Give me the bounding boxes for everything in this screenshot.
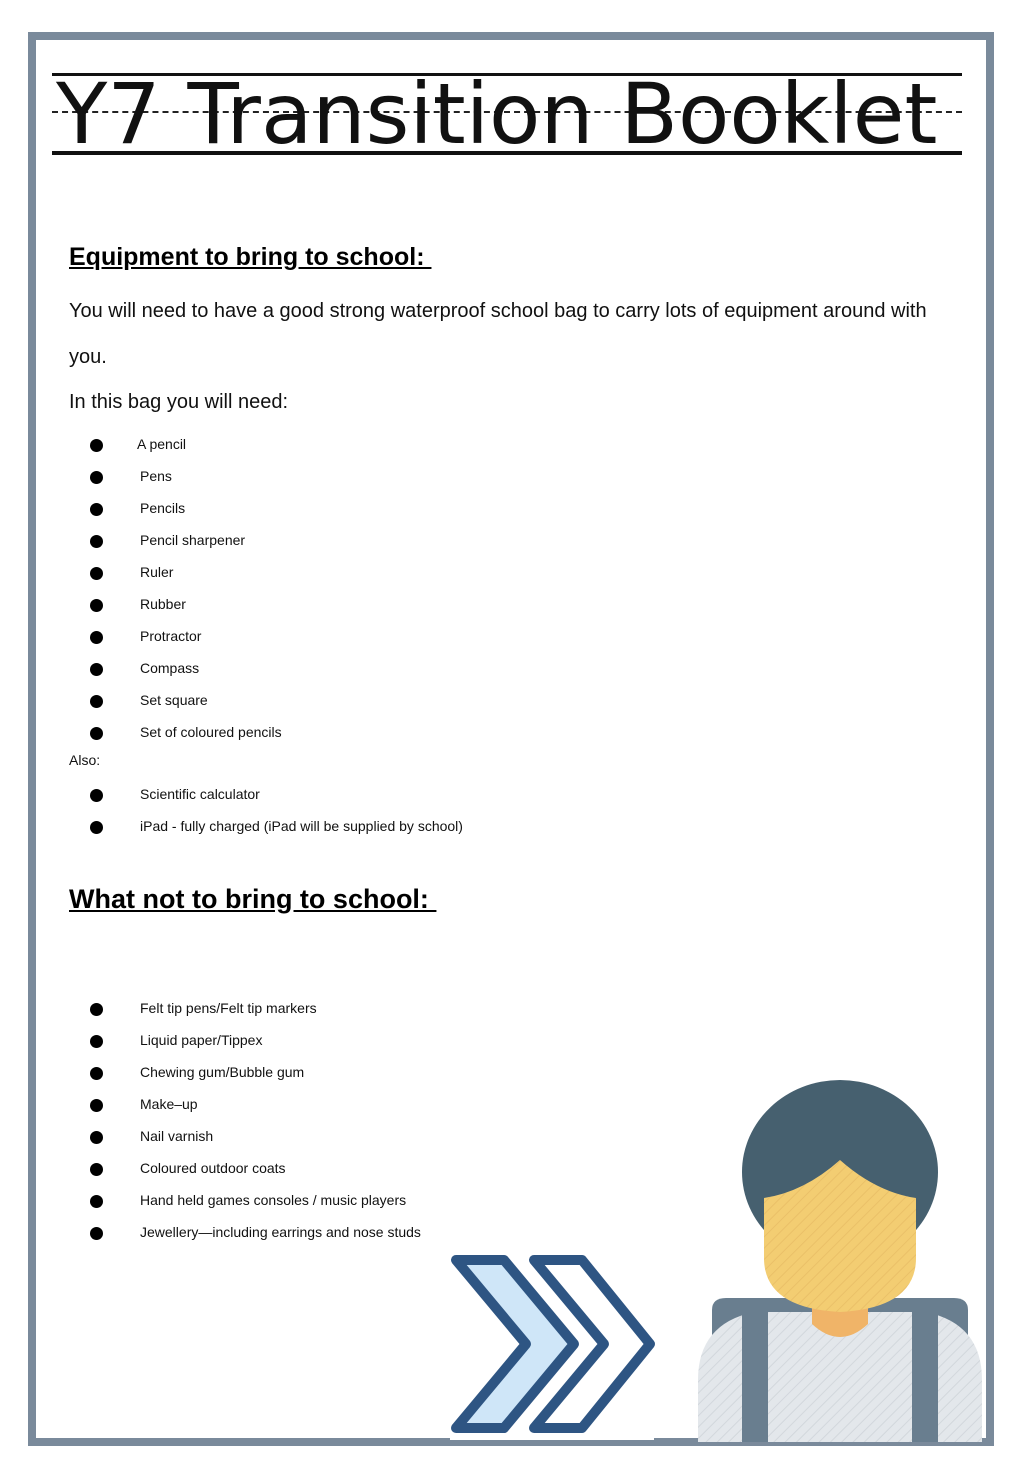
list-item-text: Compass (140, 660, 200, 676)
bullet-icon (90, 1195, 103, 1208)
list-item-text: Pencils (140, 500, 186, 516)
list-item-text: Make–up (140, 1096, 198, 1112)
bullet-icon (90, 727, 103, 740)
bullet-icon (90, 1067, 103, 1080)
list-item-text: iPad - fully charged (iPad will be supplied by school) (140, 818, 463, 834)
bullet-icon (90, 789, 103, 802)
bullet-icon (90, 599, 103, 612)
list-item-text: Ruler (140, 564, 174, 580)
bullet-icon (90, 1003, 103, 1016)
bag-line: In this bag you will need: (69, 391, 289, 413)
intro-line-2: you. (69, 346, 107, 368)
list-item-text: Pens (140, 468, 172, 484)
list-item-text: Protractor (140, 628, 202, 644)
bullet-icon (90, 1227, 103, 1240)
double-chevron-right-icon (446, 1252, 658, 1440)
bullet-icon (90, 1163, 103, 1176)
bullet-icon (90, 567, 103, 580)
bullet-icon (90, 439, 103, 452)
equipment-heading: Equipment to bring to school: (69, 243, 432, 271)
list-item-text: Hand held games consoles / music players (140, 1192, 407, 1208)
title-banner (52, 65, 962, 163)
bullet-icon (90, 503, 103, 516)
list-item-text: Jewellery—including earrings and nose studs (140, 1224, 421, 1240)
list-item-text: A pencil (137, 436, 187, 452)
bullet-icon (90, 695, 103, 708)
bullet-icon (90, 535, 103, 548)
list-item-text: Liquid paper/Tippex (140, 1032, 263, 1048)
page-title: Y7 Transition Booklet (56, 65, 938, 163)
bullet-icon (90, 1099, 103, 1112)
intro-line-1: You will need to have a good strong waterproof school bag to carry lots of equipment around with (69, 300, 927, 322)
list-item-text: Set square (140, 692, 208, 708)
bullet-icon (90, 663, 103, 676)
bullet-icon (90, 1035, 103, 1048)
also-label: Also: (69, 752, 101, 768)
bullet-icon (90, 631, 103, 644)
list-item-text: Scientific calculator (140, 786, 260, 802)
bullet-icon (90, 821, 103, 834)
list-item-text: Set of coloured pencils (140, 724, 282, 740)
student-avatar-icon (694, 1080, 986, 1442)
not-bring-heading: What not to bring to school: (69, 884, 437, 914)
bullet-icon (90, 1131, 103, 1144)
list-item-text: Chewing gum/Bubble gum (140, 1064, 305, 1080)
list-item-text: Pencil sharpener (140, 532, 246, 548)
list-item-text: Rubber (140, 596, 186, 612)
list-item-text: Felt tip pens/Felt tip markers (140, 1000, 317, 1016)
bullet-icon (90, 471, 103, 484)
list-item-text: Coloured outdoor coats (140, 1160, 286, 1176)
list-item-text: Nail varnish (140, 1128, 214, 1144)
